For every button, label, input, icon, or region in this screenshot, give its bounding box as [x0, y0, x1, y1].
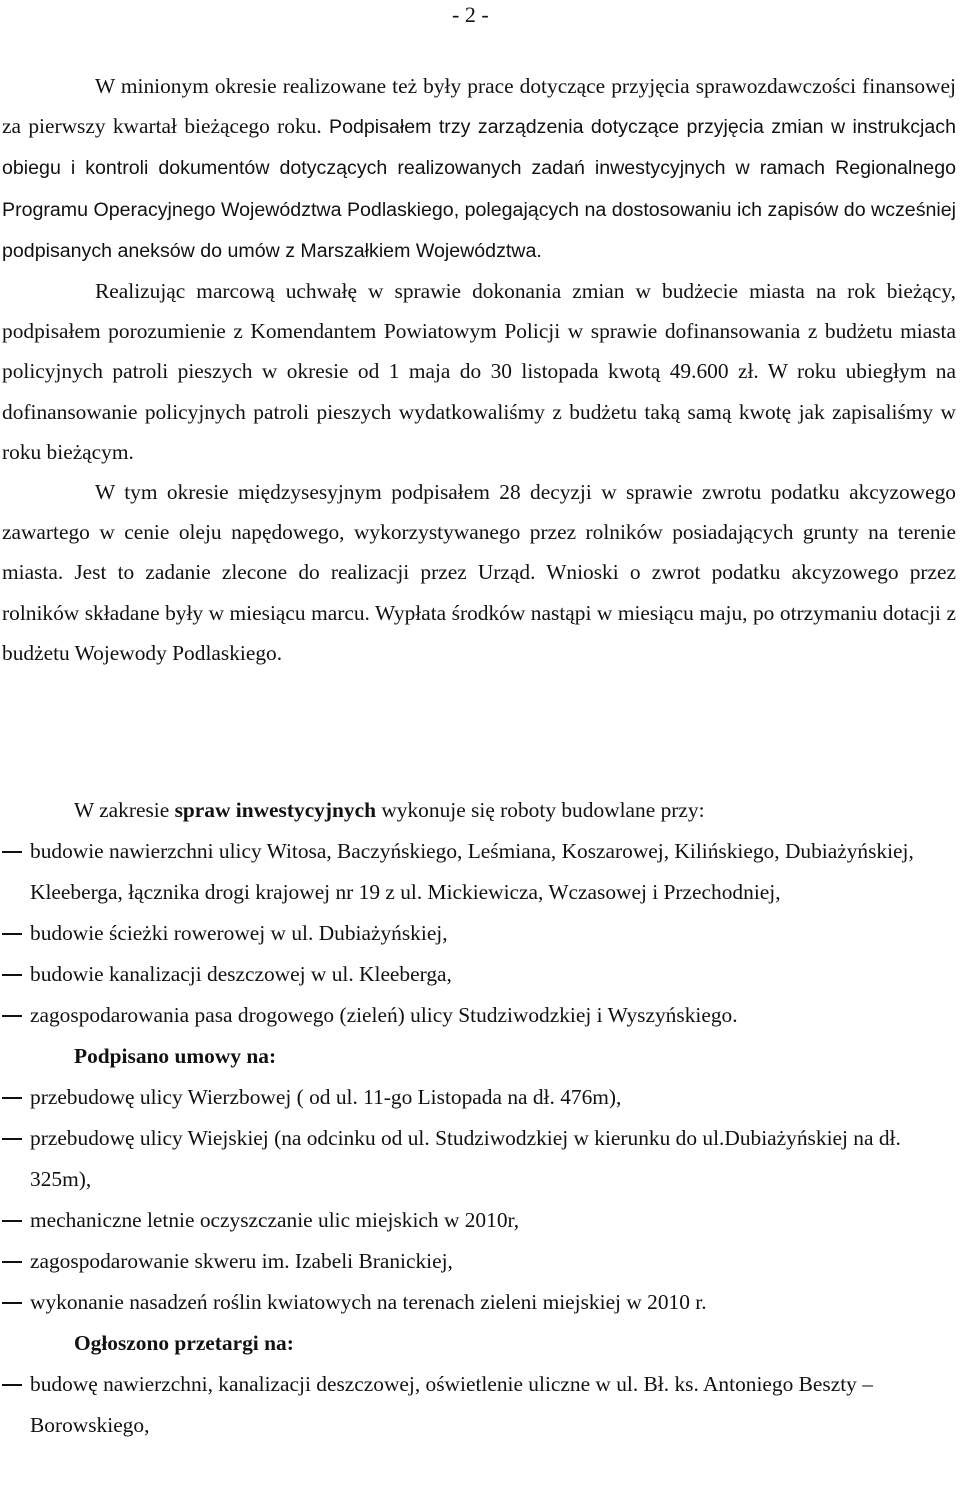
dash-bullet [2, 974, 22, 976]
list-item-text: zagospodarowania pasa drogowego (zieleń) ulicy Studziwodzkiej i Wyszyńskiego. [30, 1003, 738, 1027]
dash-bullet [2, 1015, 22, 1017]
tenders-heading: Ogłoszono przetargi na: [74, 1331, 294, 1355]
list-item-text: mechaniczne letnie oczyszczanie ulic miejskich w 2010r, [30, 1208, 520, 1232]
dash-bullet [2, 1097, 22, 1099]
list-item-text: wykonanie nasadzeń roślin kwiatowych na terenach zieleni miejskiej w 2010 r. [30, 1290, 707, 1314]
list-item [2, 1077, 956, 1118]
list-item [2, 1364, 956, 1446]
paragraph-financial-reporting [2, 66, 956, 271]
list-item-text: przebudowę ulicy Wiejskiej (na odcinku od ul. Studziwodzkiej w kierunku do ul.Dubiażyńskiej na dł. 325m), [30, 1126, 901, 1191]
list-item-text: budowie ścieżki rowerowej w ul. Dubiażyńskiej, [30, 921, 448, 945]
list-item [2, 1200, 956, 1241]
list-item-text: zagospodarowanie skweru im. Izabeli Branickiej, [30, 1249, 453, 1273]
list-item [2, 954, 956, 995]
paragraph-lead: W minionym okresie realizowane też były prace dotyczące przyjęcia sprawozdawczości finansowej za pierwszy kwartał bieżącego roku. [2, 74, 956, 139]
list-item-text: budowie nawierzchni ulicy Witosa, Baczyńskiego, Leśmiana, Koszarowej, Kilińskiego, Dubiażyńskiej, Kleeberga, łącznika drogi krajowej nr 19 z ul. Mickiewicza, Wczasowej i Przechodniej, [30, 839, 914, 904]
list-item-text: przebudowę ulicy Wierzbowej ( od ul. 11-go Listopada na dł. 476m), [30, 1085, 622, 1109]
dash-bullet [2, 1220, 22, 1222]
intro-text-end: wykonuje się roboty budowlane przy: [376, 798, 705, 822]
list-item [2, 913, 956, 954]
dash-bullet [2, 1138, 22, 1140]
investment-intro [2, 790, 956, 831]
paragraph-excise-refund: W tym okresie międzysesyjnym podpisałem 28 decyzji w sprawie zwrotu podatku akcyzowego zawartego w cenie oleju napędowego, wykorzystywanego przez rolników posiadających grunty na terenie miasta. Jest to zadanie zlecone do realizacji przez Urząd. Wnioski o zwrot podatku akcyzowego przez rolników składane były w miesiącu marcu. Wypłata środków nastąpi w miesiącu maju, po otrzymaniu dotacji z budżetu Wojewody Podlaskiego. [2, 480, 956, 665]
list-item [2, 995, 956, 1036]
paragraph-police-funding: Realizując marcową uchwałę w sprawie dokonania zmian w budżecie miasta na rok bieżący, podpisałem porozumienie z Komendantem Powiatowym Policji w sprawie dofinansowania z budżetu miasta policyjnych patroli pieszych w okresie od 1 maja do 30 listopada kwotą 49.600 zł. W roku ubiegłym na dofinansowanie policyjnych patroli pieszych wydatkowaliśmy z budżetu taką samą kwotę jak zapisaliśmy w roku bieżącym. [2, 279, 956, 464]
contracts-list [2, 1077, 956, 1323]
investment-section [2, 790, 956, 1446]
report-body [2, 66, 956, 673]
dash-bullet [2, 851, 22, 853]
intro-text: W zakresie [74, 798, 175, 822]
list-item [2, 1282, 956, 1323]
list-item [2, 831, 956, 913]
dash-bullet [2, 1302, 22, 1304]
investment-list [2, 831, 956, 1036]
list-item [2, 1118, 956, 1200]
list-item-text: budowie kanalizacji deszczowej w ul. Kleeberga, [30, 962, 452, 986]
paragraph-continuation: Podpisałem trzy zarządzenia dotyczące przyjęcia zmian w instrukcjach obiegu i kontroli dokumentów dotyczących realizowanych zadań inwestycyjnych w ramach Regionalnego Programu Operacyjnego Województwa Podlaskiego, polegających na dostosowaniu ich zapisów do wcześniej podpisanych aneksów do umów z Marszałkiem Województwa. [2, 116, 956, 262]
dash-bullet [2, 1261, 22, 1263]
list-item [2, 1241, 956, 1282]
list-item-text: budowę nawierzchni, kanalizacji deszczowej, oświetlenie uliczne w ul. Bł. ks. Antoniego Beszty – Borowskiego, [30, 1372, 873, 1437]
intro-bold: spraw inwestycyjnych [174, 798, 376, 822]
dash-bullet [2, 933, 22, 935]
tenders-list [2, 1364, 956, 1446]
page-number: - 2 - [452, 2, 489, 27]
dash-bullet [2, 1384, 22, 1386]
contracts-heading: Podpisano umowy na: [74, 1044, 277, 1068]
